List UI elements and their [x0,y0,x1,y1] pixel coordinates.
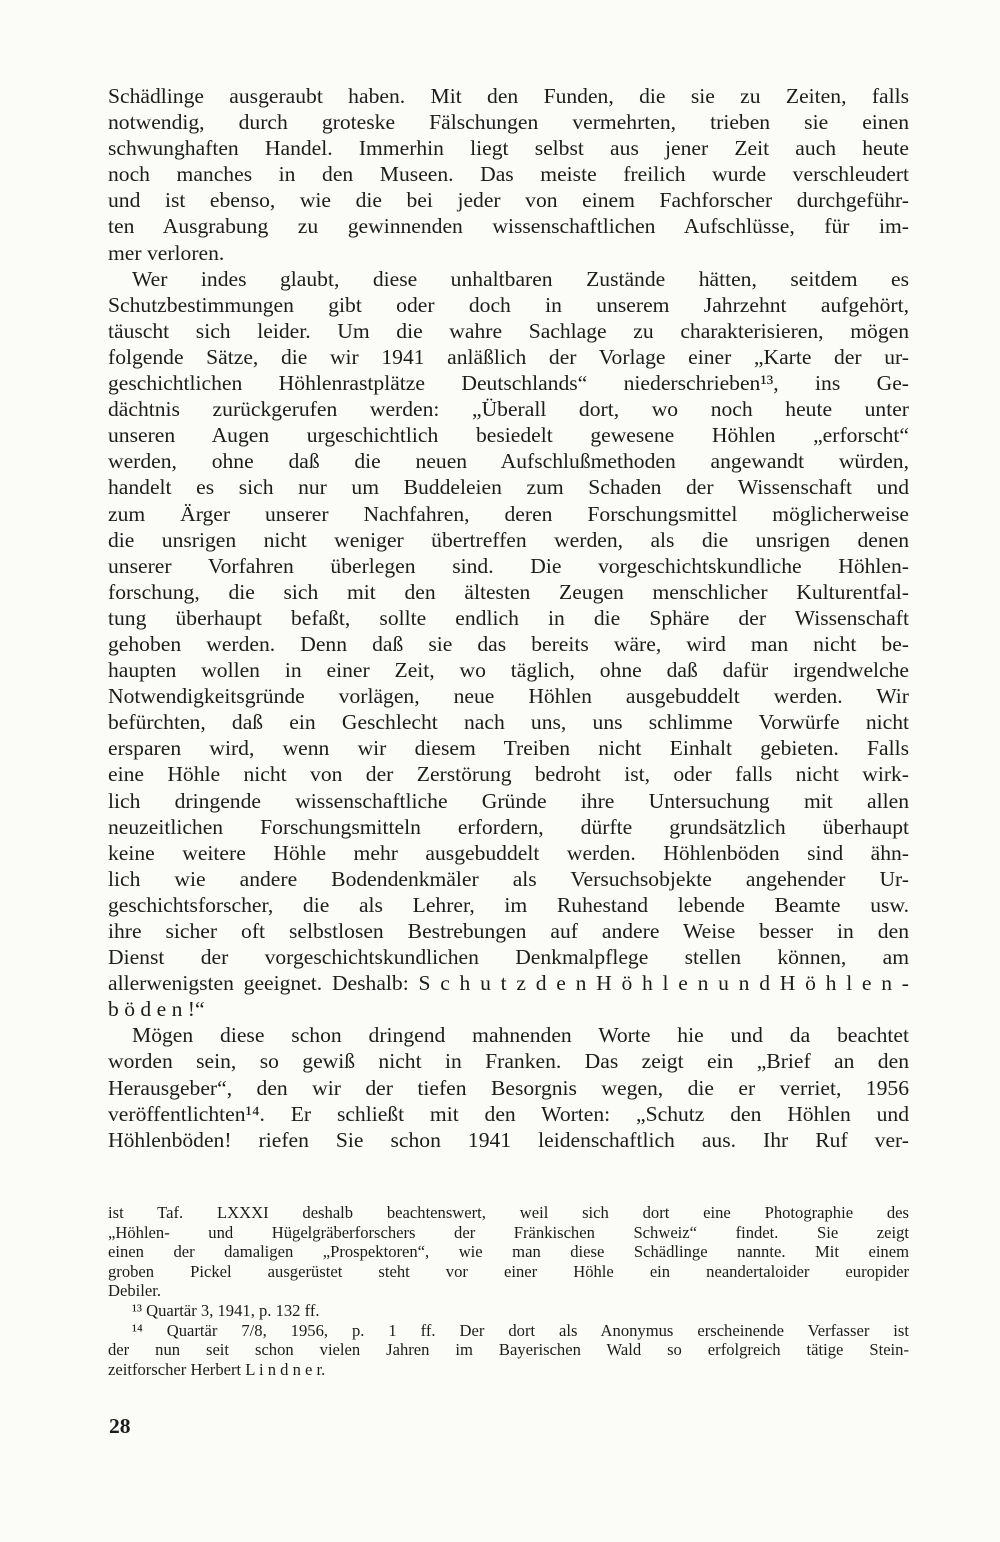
text-line: mer verloren. [108,240,225,265]
text-line: Notwendigkeitsgründe vorlägen, neue Höhlen ausgebuddelt werden. Wir [108,684,909,709]
text-line: zum Ärger unserer Nachfahren, deren Forschungsmittel möglicherweise [108,501,909,526]
text-line: Schädlinge ausgeraubt haben. Mit den Funden, die sie zu Zeiten, falls [108,84,909,108]
page-number: 28 [109,1414,131,1438]
footnote-line: der nun seit schon vielen Jahren im Bayerischen Wald so erfolgreich tätige Stein- [108,1340,909,1360]
text-line: eine Höhle nicht von der Zerstörung bedroht ist, oder falls nicht wirk- [108,762,909,787]
text-line: keine weitere Höhle mehr ausgebuddelt werden. Höhlenböden sind ähn- [108,840,909,865]
text-line: Höhlenböden! riefen Sie schon 1941 leidenschaftlich aus. Ihr Ruf ver- [108,1127,909,1152]
text-line: notwendig, durch groteske Fälschungen vermehrten, trieben sie einen [108,110,909,135]
text-line: ihre sicher oft selbstlosen Bestrebungen auf andere Weise besser in den [108,919,909,943]
text-line: neuzeitlichen Forschungsmitteln erfordern, dürfte grundsätzlich überhaupt [108,814,909,839]
text-line: werden, ohne daß die neuen Aufschlußmethoden angewandt würden, [108,449,909,474]
text-line: lich wie andere Bodendenkmäler als Versuchsobjekte angehender Ur- [108,866,909,891]
text-line: ten Ausgrabung zu gewinnenden wissenschaftlichen Aufschlüsse, für im- [108,214,909,239]
text-line: forschung, die sich mit den ältesten Zeugen menschlicher Kulturentfal- [108,579,909,604]
text-line: ersparen wird, wenn wir diesem Treiben nicht Einhalt gebieten. Falls [108,736,909,761]
text-line: Herausgeber“, den wir der tiefen Besorgnis wegen, die er verriet, 1956 [108,1075,909,1100]
text-line: tung überhaupt befaßt, sollte endlich in die Sphäre der Wissenschaft [108,605,909,630]
text-line: Mögen diese schon dringend mahnenden Worte hie und da beachtet [132,1023,909,1048]
main-text [108,83,909,1153]
footnote-line: einen der damaligen „Prospektoren“, wie man diese Schädlinge nannte. Mit einem [108,1242,909,1262]
text-line: und ist ebenso, wie die bei jeder von einem Fachforscher durchgeführ- [108,188,909,213]
text-line: Dienst der vorgeschichtskundlichen Denkmalpflege stellen können, am [108,945,909,970]
footnote-line: Debiler. [108,1281,161,1301]
text-line: befürchten, daß ein Geschlecht nach uns, uns schlimme Vorwürfe nicht [108,710,909,735]
footnote-line: „Höhlen- und Hügelgräberforschers der Fränkischen Schweiz“ findet. Sie zeigt [108,1222,909,1242]
text-line: lich dringende wissenschaftliche Gründe ihre Untersuchung mit allen [108,788,909,813]
footnote-line: ist Taf. LXXXI deshalb beachtenswert, weil sich dort eine Photographie des [108,1203,909,1222]
text-line: folgende Sätze, die wir 1941 anläßlich der Vorlage einer „Karte der ur- [108,344,909,369]
text-line: b ö d e n !“ [108,997,205,1022]
text-line: allerwenigsten geeignet. Deshalb: S c h u t z d e n H ö h l e n u n d H ö h l e n - [108,971,909,996]
text-line: veröffentlichten¹⁴. Er schließt mit den Worten: „Schutz den Höhlen und [108,1101,909,1126]
text-line: geschichtsforscher, die als Lehrer, im Ruhestand lebende Beamte usw. [108,892,909,917]
text-line: die unsrigen nicht weniger übertreffen werden, als die unsrigen denen [108,527,909,552]
footnote-14: ¹⁴ Quartär 7/8, 1956, p. 1 ff. Der dort als Anonymus erscheinende Verfasser ist [132,1320,909,1340]
text-line: unserer Vorfahren überlegen sind. Die vorgeschichtskundliche Höhlen- [108,553,909,578]
text-line: Schutzbestimmungen gibt oder doch in unserem Jahrzehnt aufgehört, [108,292,909,317]
footnote-13: ¹³ Quartär 3, 1941, p. 132 ff. [132,1300,320,1320]
text-line: Wer indes glaubt, diese unhaltbaren Zustände hätten, seitdem es [132,266,909,291]
text-line: schwunghaften Handel. Immerhin liegt selbst aus jener Zeit auch heute [108,136,909,161]
text-line: dächtnis zurückgerufen werden: „Überall dort, wo noch heute unter [108,397,909,422]
text-line: worden sein, so gewiß nicht in Franken. Das zeigt ein „Brief an den [108,1049,909,1074]
text-line: geschichtlichen Höhlenrastplätze Deutschlands“ niederschrieben¹³, ins Ge- [108,371,909,396]
text-line: noch manches in den Museen. Das meiste freilich wurde verschleudert [108,162,909,187]
text-line: gehoben werden. Denn daß sie das bereits wäre, wird man nicht be- [108,631,909,656]
text-line: täuscht sich leider. Um die wahre Sachlage zu charakterisieren, mögen [108,318,909,343]
text-line: haupten wollen in einer Zeit, wo täglich, ohne daß dafür irgendwelche [108,658,909,683]
text-line: unseren Augen urgeschichtlich besiedelt gewesene Höhlen „erforscht“ [108,423,909,448]
footnote-line: zeitforscher Herbert L i n d n e r. [108,1359,326,1379]
footnotes [108,1203,909,1379]
text-line: handelt es sich nur um Buddeleien zum Schaden der Wissenschaft und [108,475,909,500]
footnote-line: groben Pickel ausgerüstet steht vor einer Höhle ein neandertaloider europider [108,1261,909,1281]
